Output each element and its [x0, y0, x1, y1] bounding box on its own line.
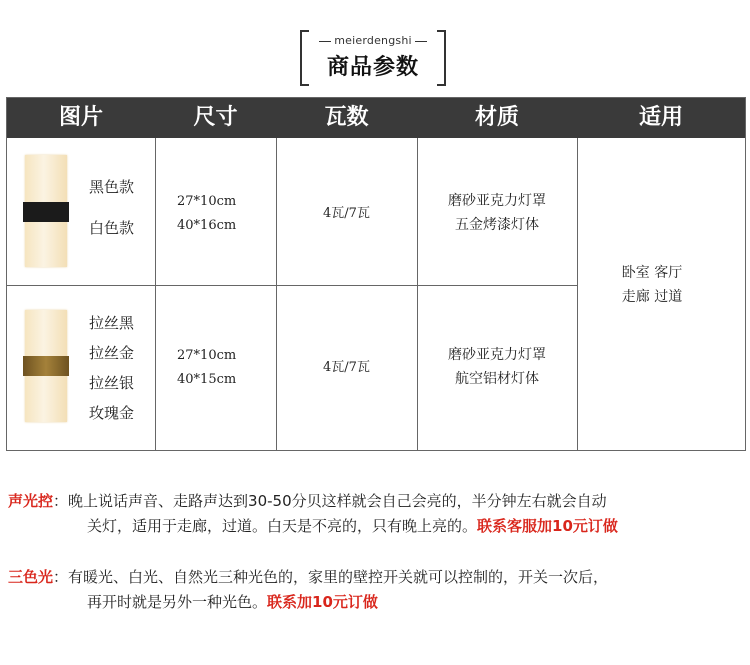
col-usage: 适用 — [638, 105, 683, 130]
material-value: 五金烤漆灯体 — [455, 217, 539, 233]
colon: ： — [53, 492, 69, 510]
divider — [276, 138, 277, 450]
lamp-band — [23, 202, 69, 222]
description-line — [8, 514, 743, 539]
brand-subtitle: meierdengshi — [300, 34, 446, 47]
col-material: 材质 — [474, 105, 519, 130]
variant-list — [89, 308, 134, 428]
variant-name: 拉丝银 — [89, 374, 135, 392]
size-value: 27*10cm — [177, 348, 237, 363]
variant-name: 黑色款 — [89, 178, 135, 196]
description-text: 再开时就是另外一种光色。 — [87, 593, 268, 611]
description-text: 晚上说话声音、走路声达到30-50分贝这样就会自己会亮的，半分钟左右就会自动 — [68, 492, 607, 510]
material-value: 磨砂亚克力灯罩 — [448, 193, 546, 209]
lamp-black-image — [25, 155, 67, 267]
description-line — [8, 590, 743, 615]
table-header — [7, 98, 745, 138]
variant-name: 玫瑰金 — [89, 404, 135, 422]
variant-list — [89, 176, 134, 240]
usage-value: 走廊 过道 — [621, 289, 683, 305]
usage-value: 卧室 客厅 — [621, 265, 683, 281]
size-value: 40*15cm — [177, 372, 237, 387]
three-color-description — [8, 565, 743, 615]
contact-cta: 联系客服加10元订做 — [477, 517, 618, 535]
variant-name: 拉丝金 — [89, 344, 135, 362]
col-size: 尺寸 — [193, 105, 238, 130]
lamp-brushed-image — [25, 310, 67, 422]
description-text: 关灯，适用于走廊，过道。白天是不亮的，只有晚上亮的。 — [87, 517, 478, 535]
lamp-band — [23, 356, 69, 376]
material-list — [417, 189, 577, 237]
size-list — [177, 344, 236, 392]
divider — [7, 285, 577, 286]
variant-name: 拉丝黑 — [89, 314, 135, 332]
section-title: 商品参数 — [326, 55, 419, 80]
material-value: 航空铝材灯体 — [455, 371, 539, 387]
spec-table — [6, 97, 746, 451]
col-watts: 瓦数 — [324, 105, 369, 130]
material-value: 磨砂亚克力灯罩 — [448, 347, 546, 363]
divider — [155, 138, 156, 450]
size-list — [177, 190, 236, 238]
section-header — [300, 30, 446, 84]
divider — [417, 138, 418, 450]
watts-value: 4瓦/7瓦 — [323, 206, 370, 221]
feature-label: 声光控 — [8, 492, 54, 510]
usage-list — [577, 261, 727, 309]
sound-light-description — [8, 489, 743, 539]
variant-name: 白色款 — [89, 219, 135, 237]
feature-label: 三色光 — [8, 568, 54, 586]
description-text: 有暖光、白光、自然光三种光色的，家里的壁控开关就可以控制的，开关一次后， — [68, 568, 609, 586]
colon: ： — [53, 568, 69, 586]
size-value: 40*16cm — [177, 218, 237, 233]
size-value: 27*10cm — [177, 194, 237, 209]
material-list — [417, 343, 577, 391]
description-line — [8, 565, 743, 590]
watts-value: 4瓦/7瓦 — [323, 360, 370, 375]
col-image: 图片 — [58, 105, 103, 130]
contact-cta: 联系加10元订做 — [267, 593, 378, 611]
description-line — [8, 489, 743, 514]
